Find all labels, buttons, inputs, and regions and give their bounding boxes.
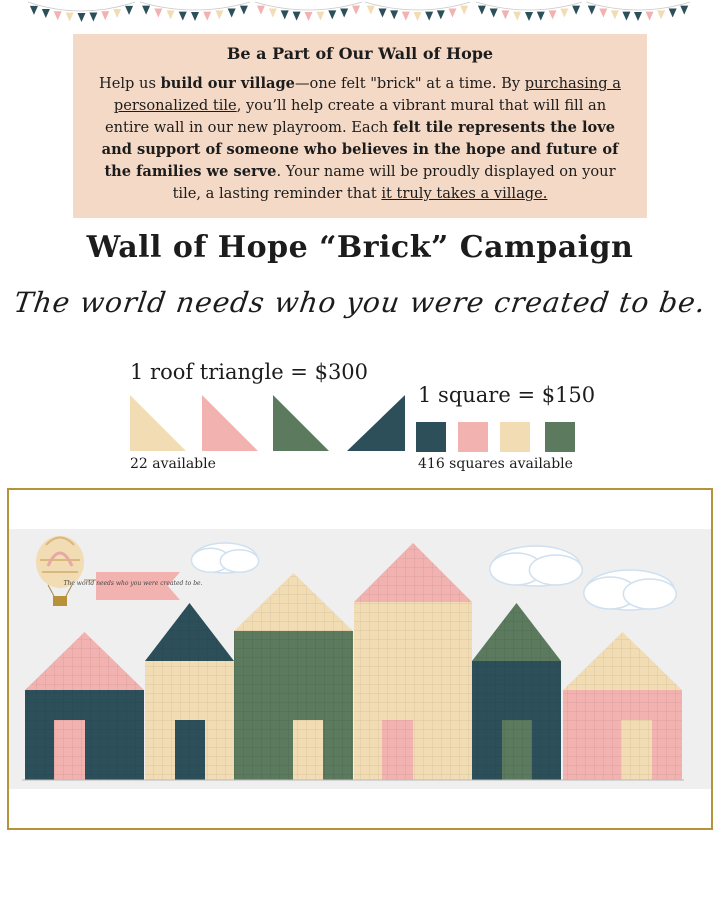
banner-text-line-1: The world needs who you were created to be. xyxy=(63,580,203,587)
house-3 xyxy=(234,573,353,780)
village-link[interactable]: it truly takes a village. xyxy=(381,185,548,202)
house-4 xyxy=(354,543,472,780)
triangle-price: 1 roof triangle = $300 xyxy=(130,360,369,384)
campaign-title: Wall of Hope “Brick” Campaign xyxy=(86,230,634,265)
tagline-banner xyxy=(63,572,202,600)
square-availability: 416 squares available xyxy=(418,456,573,472)
square-price: 1 square = $150 xyxy=(418,383,596,407)
hot-air-balloon-icon xyxy=(36,536,84,606)
info-text-2: —one felt "brick" at a time. By xyxy=(294,75,525,92)
tagline: The world needs who you were created to be. xyxy=(11,286,709,319)
info-text-4: . Your name will be proudly displayed on your tile, a lasting reminder that xyxy=(172,163,616,202)
cloud-icon xyxy=(584,570,676,610)
triangle-availability: 22 available xyxy=(130,456,216,472)
house-1 xyxy=(25,632,144,780)
house-6 xyxy=(563,632,682,780)
cloud-icon xyxy=(490,546,582,586)
info-bold-2: felt tile represents the love and support of someone who believes in the hope and future of the families we serve xyxy=(101,119,619,180)
info-bold-1: build our village xyxy=(160,75,295,92)
purchase-tile-link[interactable]: purchasing a personalized tile xyxy=(113,75,621,114)
house-5 xyxy=(472,603,561,780)
info-title: Be a Part of Our Wall of Hope xyxy=(226,44,494,63)
house-2 xyxy=(145,603,234,780)
info-text-3: , you’ll help create a vibrant mural that will fill an entire wall in our new playroom. Each xyxy=(104,97,607,136)
cloud-icon xyxy=(191,543,258,573)
info-text-1: Help us xyxy=(99,75,161,92)
